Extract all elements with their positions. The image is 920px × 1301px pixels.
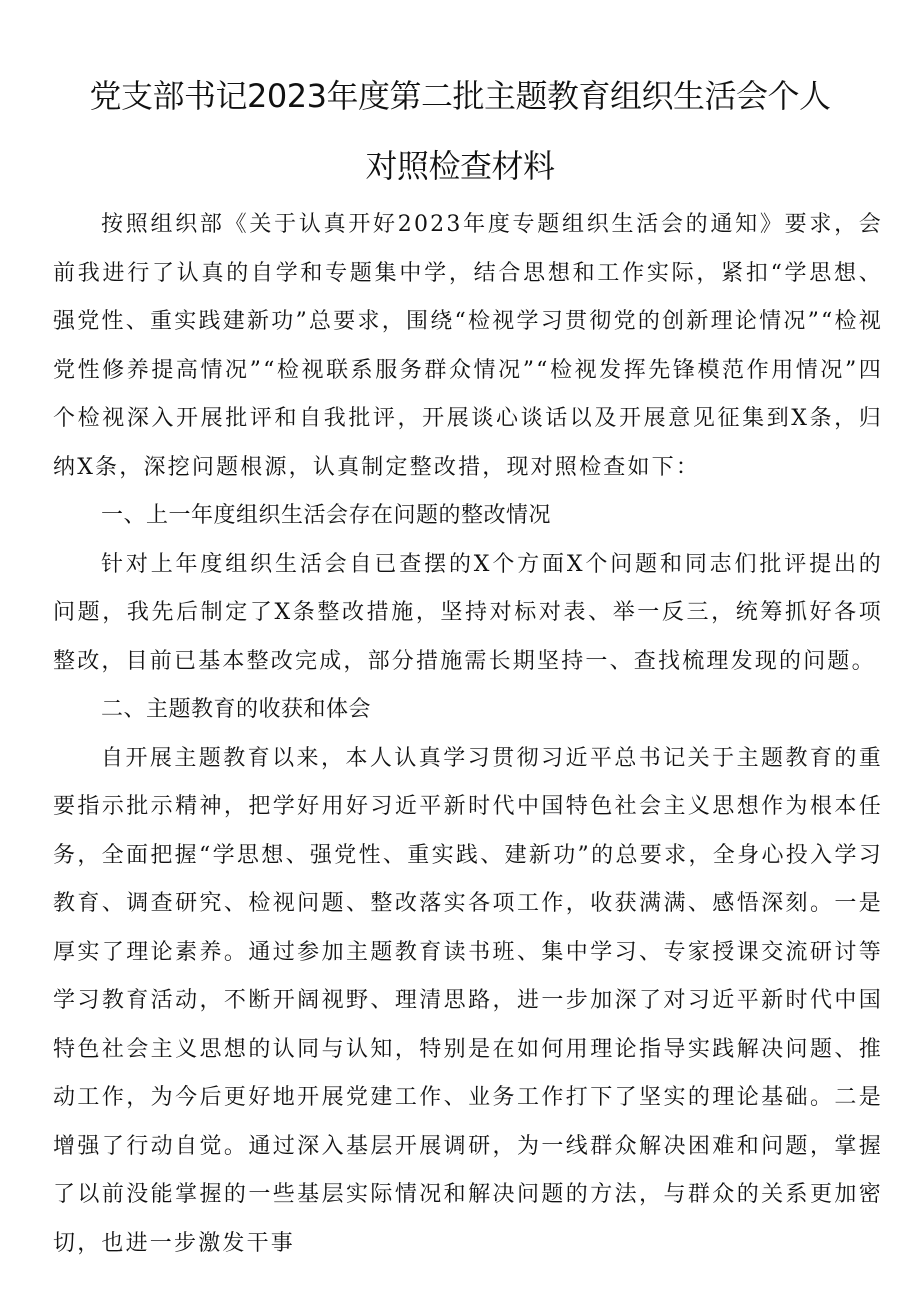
document-title-line-2: 对照检查材料 (365, 147, 555, 185)
intro-paragraph: 按照组织部《关于认真开好2023年度专题组织生活会的通知》要求，会前我进行了认真的自学和专题集中学，结合思想和工作实际，紧扣“学思想、强党性、重实践建新功”总要求，围绕“检视学习贯彻党的创新理论情况”“检视党性修养提高情况”“检视联系服务群众情况”“检视发挥先锋模范作用情况”四个检视深入开展批评和自我批评，开展谈心谈话以及开展意见征集到X条，归纳X条，深挖问题根源，认真制定整改措，现对照检查如下： (53, 212, 883, 480)
document-title-line-1: 党支部书记2023年度第二批主题教育组织生活会个人 (89, 77, 831, 115)
section-1-paragraph: 针对上年度组织生活会自已查摆的X个方面X个问题和同志们批评提出的问题，我先后制定了X条整改措施，坚持对标对表、举一反三，统筹抓好各项整改，目前已基本整改完成，部分措施需长期坚持一、查找梳理发现的问题。 (53, 551, 883, 674)
section-heading-1: 一、上一年度组织生活会存在问题的整改情况 (101, 503, 552, 528)
section-2-paragraph: 自开展主题教育以来，本人认真学习贯彻习近平总书记关于主题教育的重要指示批示精神，把学好用好习近平新时代中国特色社会主义思想作为根本任务，全面把握“学思想、强党性、重实践、建新功”的总要求，全身心投入学习教育、调查研究、检视问题、整改落实各项工作，收获满满、感悟深刻。一是厚实了理论素养。通过参加主题教育读书班、集中学习、专家授课交流研讨等学习教育活动，不断开阔视野、理清思路，进一步加深了对习近平新时代中国特色社会主义思想的认同与认知，特别是在如何用理论指导实践解决问题、推动工作，为今后更好地开展党建工作、业务工作打下了坚实的理论基础。二是增强了行动自觉。通过深入基层开展调研，为一线群众解决困难和问题，掌握了以前没能掌握的一些基层实际情况和解决问题的方法，与群众的关系更加密切，也进一步激发干事 (53, 745, 883, 1256)
document-body (53, 201, 883, 1268)
section-heading-2: 二、主题教育的收获和体会 (101, 697, 372, 722)
